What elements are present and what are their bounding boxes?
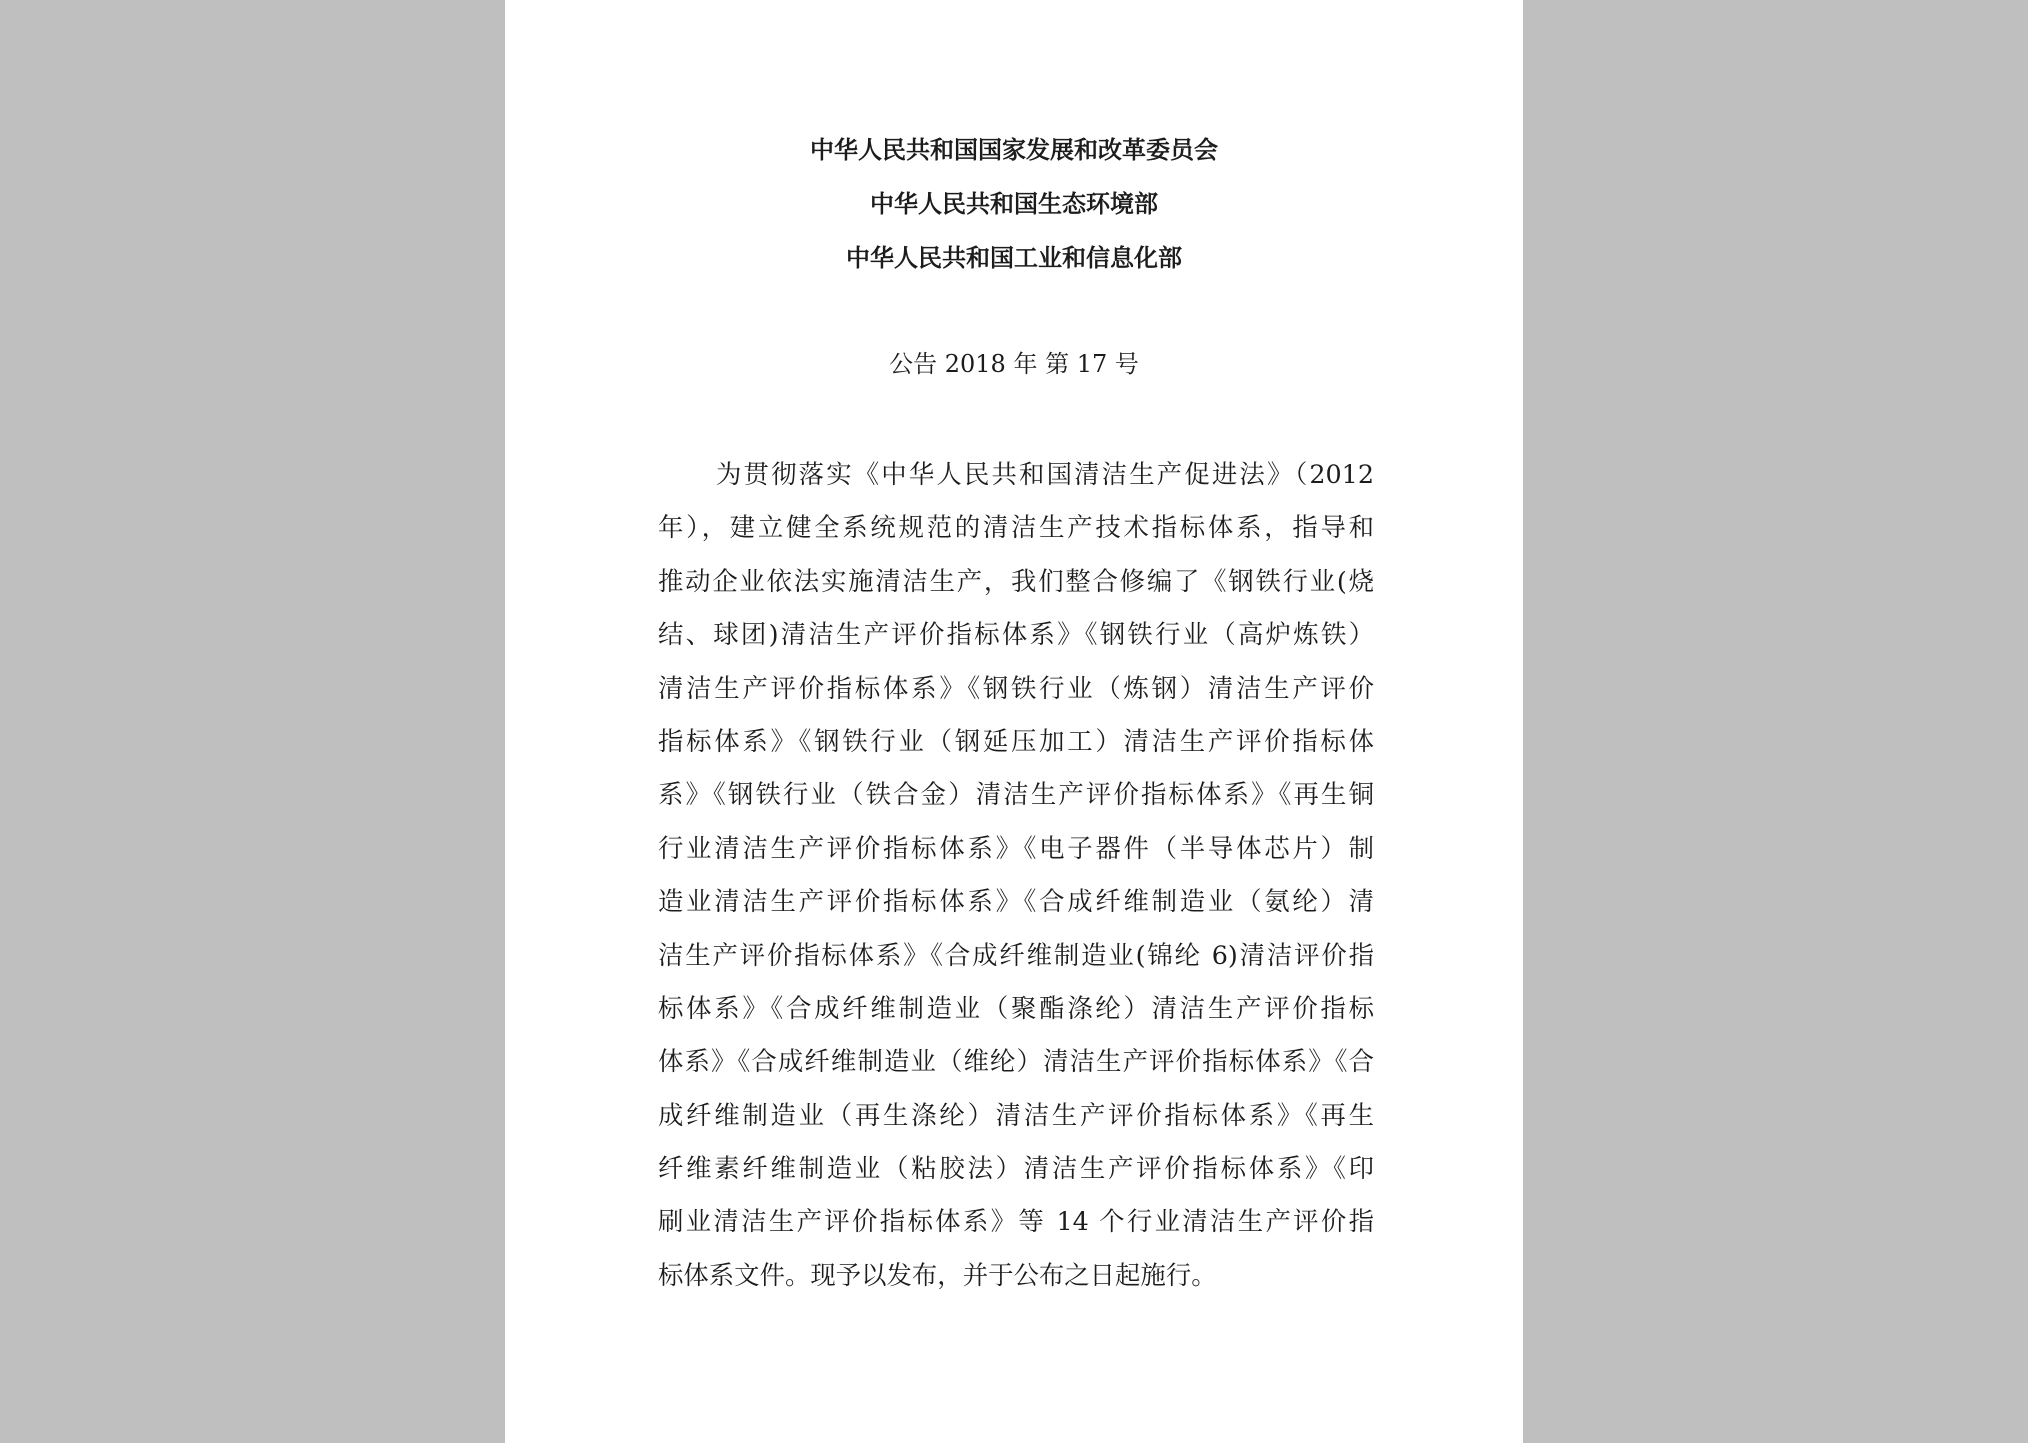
issuer-miit: 中华人民共和国工业和信息化部 (846, 244, 1182, 272)
body-line: 标体系》《合成纤维制造业（聚酯涤纶）清洁生产评价指标 (658, 992, 1374, 1023)
body-line: 推动企业依法实施清洁生产，我们整合修编了《钢铁行业(烧 (658, 565, 1374, 596)
body-line: 指标体系》《钢铁行业（钢延压加工）清洁生产评价指标体 (658, 725, 1374, 756)
body-line: 结、球团)清洁生产评价指标体系》《钢铁行业（高炉炼铁） (658, 619, 1374, 650)
body-line: 系》《钢铁行业（铁合金）清洁生产评价指标体系》《再生铜 (658, 779, 1374, 810)
body-line: 标体系文件。现予以发布，并于公布之日起施行。 (658, 1259, 1217, 1290)
body-line: 洁生产评价指标体系》《合成纤维制造业(锦纶 6)清洁评价指 (658, 939, 1374, 970)
body-line: 成纤维制造业（再生涤纶）清洁生产评价指标体系》《再生 (658, 1099, 1374, 1130)
body-line: 为贯彻落实《中华人民共和国清洁生产促进法》（2012 (716, 459, 1374, 489)
body-line: 纤维素纤维制造业（粘胶法）清洁生产评价指标体系》《印 (658, 1153, 1374, 1184)
issuer-ndrc: 中华人民共和国国家发展和改革委员会 (810, 136, 1218, 164)
notice-body (658, 448, 1374, 1302)
body-line: 造业清洁生产评价指标体系》《合成纤维制造业（氨纶）清 (658, 886, 1374, 917)
body-line: 体系》《合成纤维制造业（维纶）清洁生产评价指标体系》《合 (658, 1046, 1374, 1077)
body-line: 刷业清洁生产评价指标体系》等 14 个行业清洁生产评价指 (658, 1206, 1374, 1237)
body-line: 年），建立健全系统规范的清洁生产技术指标体系，指导和 (658, 512, 1374, 543)
body-line: 行业清洁生产评价指标体系》《电子器件（半导体芯片）制 (658, 832, 1374, 863)
issuer-mee: 中华人民共和国生态环境部 (870, 190, 1158, 218)
body-line: 清洁生产评价指标体系》《钢铁行业（炼钢）清洁生产评价 (658, 672, 1374, 703)
issuer-block (505, 123, 1523, 285)
document-page (505, 0, 1523, 1443)
notice-number: 公告 2018 年 第 17 号 (889, 350, 1139, 378)
